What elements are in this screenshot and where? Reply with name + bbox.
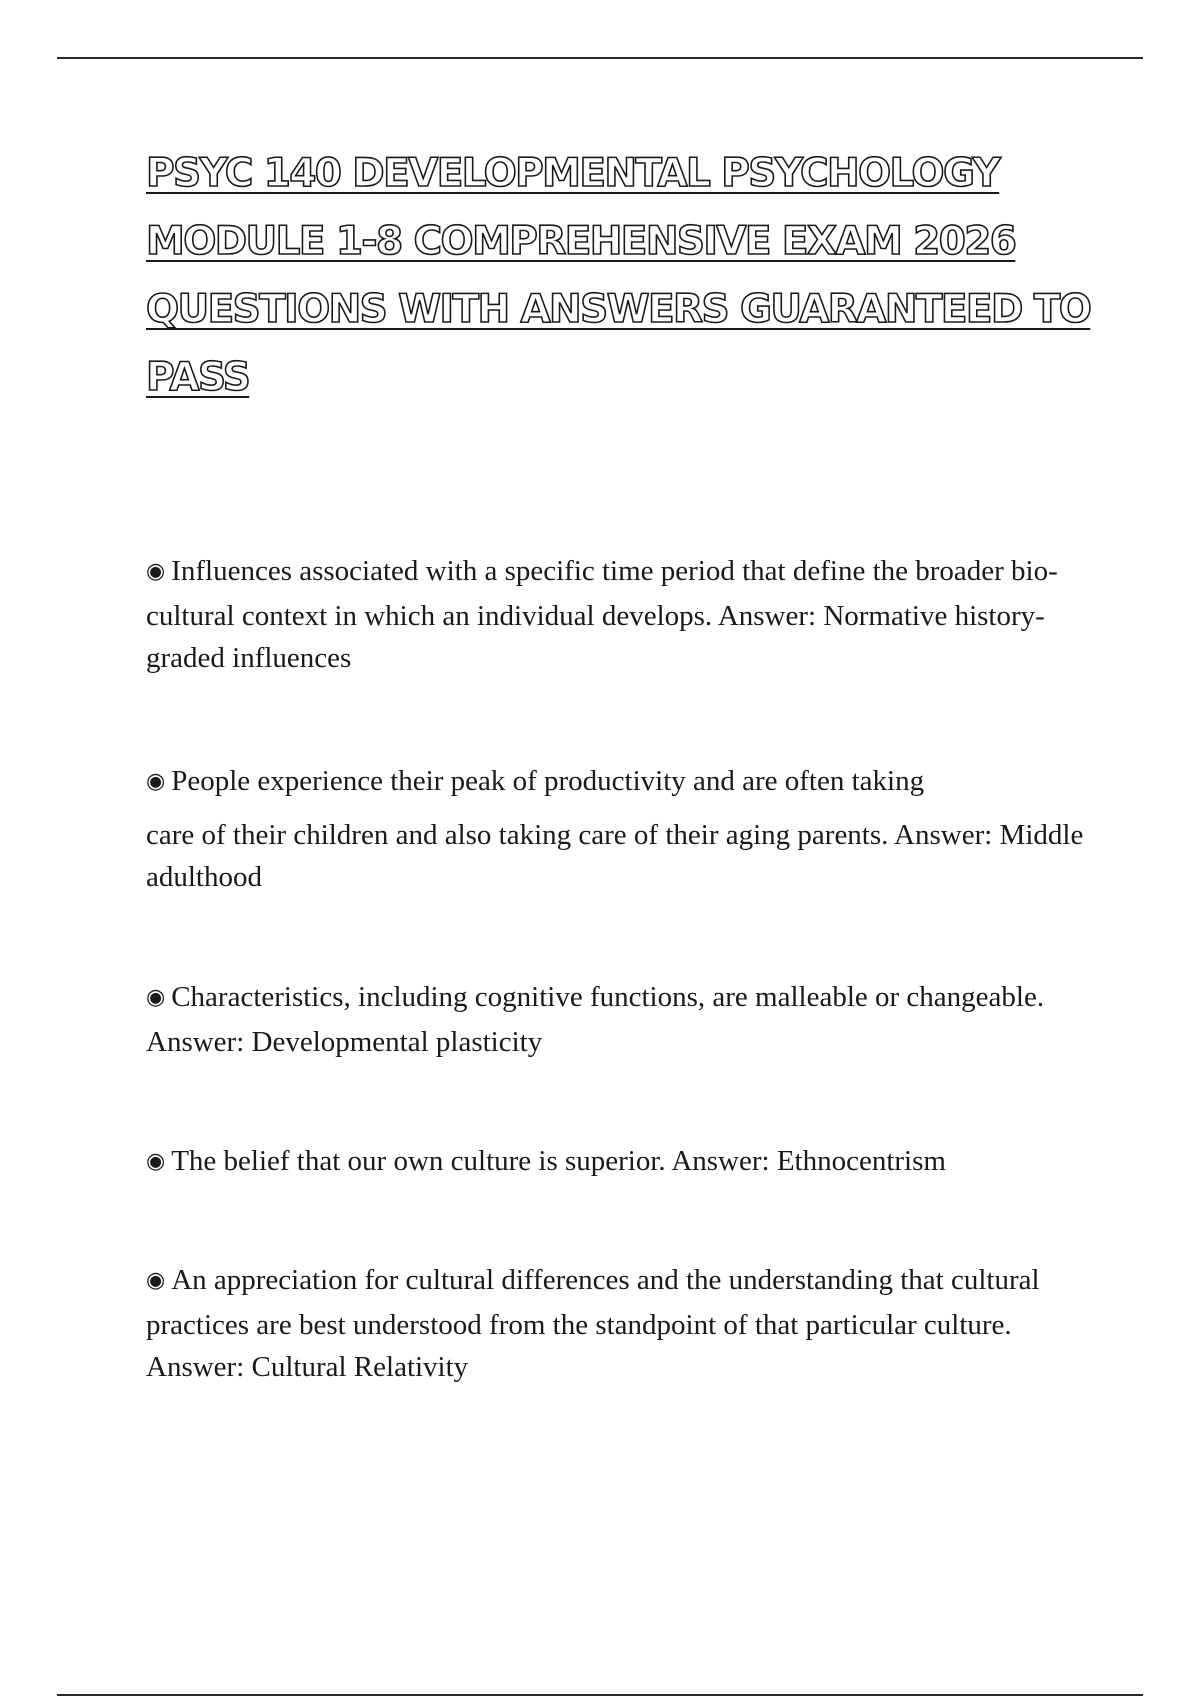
qa-text: Influences associated with a specific time period that define the broader bio-cultural context in which an individual develops. Answer: Normative history-graded influences [146, 555, 1058, 674]
bullet-icon: ◉ [146, 985, 166, 1010]
bullet-icon: ◉ [146, 769, 166, 794]
qa-text: An appreciation for cultural differences and the understanding that cultural practices are best understood from the standpoint of that particular culture. Answer: Cultural Relativity [146, 1264, 1040, 1383]
qa-item [146, 1259, 1106, 1388]
document-title: PSYC 140 DEVELOPMENTAL PSYCHOLOGY MODULE 1-8 COMPREHENSIVE EXAM 2026 QUESTIONS WITH ANSWERS GUARANTEED TO PASS [146, 151, 1091, 400]
qa-item [146, 1140, 1106, 1185]
qa-item [146, 755, 1106, 898]
bullet-icon: ◉ [146, 559, 166, 584]
qa-text-line2: care of their children and also taking care of their aging parents. Answer: Middle adulthood [146, 819, 1084, 893]
top-rule [57, 57, 1143, 59]
qa-item [146, 976, 1106, 1063]
bullet-icon: ◉ [146, 1149, 166, 1174]
bottom-rule [57, 1694, 1143, 1696]
qa-item [146, 550, 1106, 679]
qa-text: The belief that our own culture is superior. Answer: Ethnocentrism [171, 1145, 946, 1177]
bullet-icon: ◉ [146, 1268, 166, 1293]
qa-text-line1: People experience their peak of productivity and are often taking [171, 765, 925, 797]
qa-text: Characteristics, including cognitive functions, are malleable or changeable. Answer: Developmental plasticity [146, 981, 1045, 1058]
